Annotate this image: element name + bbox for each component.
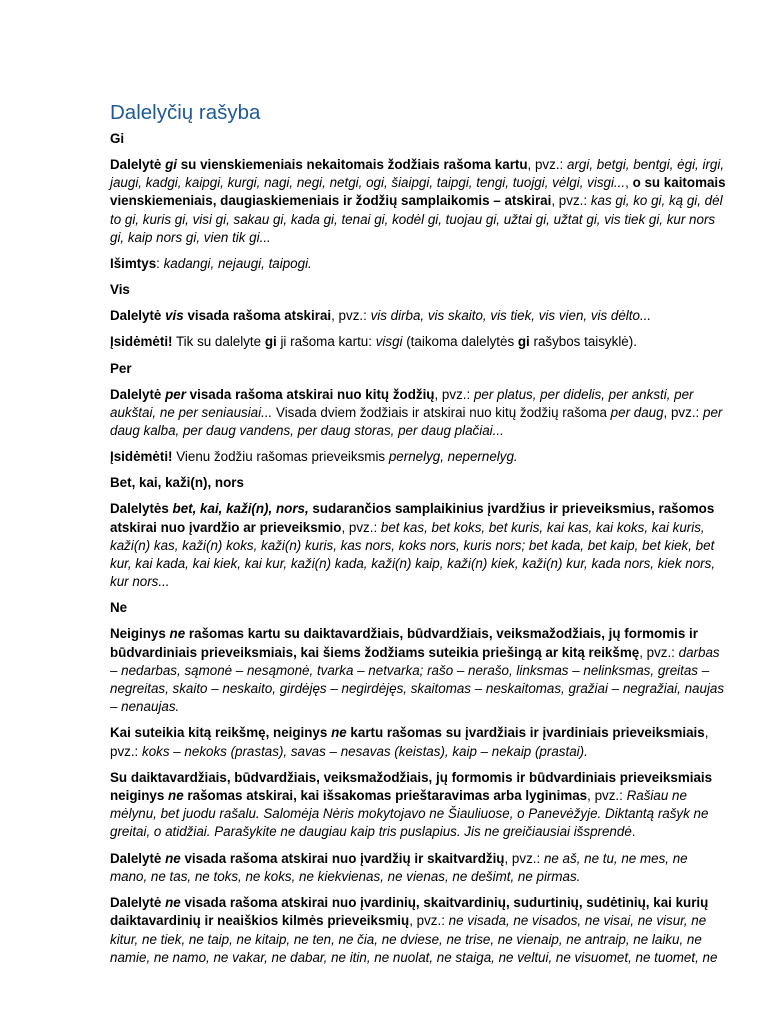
text-segment: vis: [165, 308, 184, 324]
paragraph: [110, 625, 728, 716]
text-segment: sudarančios samplaikinius įvardžius ir prieveiksmius, rašomos atskirai nuo įvardžio ar prieveiksmio: [110, 501, 715, 535]
text-segment: Dalelytės: [110, 501, 173, 517]
paragraph: [110, 333, 728, 351]
text-segment: ne: [165, 895, 181, 911]
text-segment: per daug: [610, 404, 664, 420]
text-segment: , pvz.:: [434, 386, 474, 402]
text-segment: ne: [168, 788, 184, 804]
text-segment: per platus, per didelis, per anksti, per aukštai, ne per seniausiai...: [110, 386, 694, 420]
text-segment: kadangi, nejaugi, taipogi.: [163, 256, 312, 272]
text-segment: Dalelytė: [110, 850, 166, 866]
document-body: [110, 130, 728, 967]
paragraph: [110, 894, 728, 967]
text-segment: Dalelytė: [110, 157, 166, 172]
text-segment: Visada dviem žodžiais ir atskirai nuo kitų žodžių rašoma: [272, 404, 611, 420]
text-segment: darbas – nedarbas, sąmonė – nesąmonė, tvarka – netvarka; rašo – nerašo, linksmas – nelinksmas, greitas – negreitas, skaito – neskaito, girdėjęs – negirdėjęs, skaitomas – neskaitomas, gražiai – negražiai, naujas – nenaujas.: [110, 644, 725, 715]
text-segment: ne: [169, 626, 186, 642]
text-segment: , pvz.:: [331, 308, 371, 324]
section-heading: Per: [110, 360, 132, 376]
text-segment: pernelyg, nepernelyg.: [388, 449, 518, 465]
text-segment: ne: [331, 725, 347, 741]
paragraph: [110, 255, 728, 273]
text-segment: ,: [625, 175, 633, 191]
text-segment: visada rašoma atskirai nuo įvardžių ir skaitvardžių: [180, 850, 505, 866]
text-segment: ne visada, ne visados, ne visai, ne visur, ne kitur, ne tiek, ne taip, ne kitaip, ne ten, ne čia, ne dviese, ne trise, ne vienaip, ne antraip, ne laiku, ne namie, ne namo, ne vakar, ne dabar, ne itin, ne nuolat, ne staiga, ne veltui, ne visuomet, ne tuomet, ne: [110, 913, 718, 965]
text-segment: :: [156, 256, 164, 272]
text-segment: Išimtys: [110, 256, 157, 272]
text-segment: Su daiktavardžiais, būdvardžiais, veiksmažodžiais, jų formomis ir būdvardiniais prieveiksmiais neiginys: [110, 769, 713, 804]
paragraph: [110, 724, 728, 760]
text-segment: ji rašoma kartu:: [276, 334, 376, 350]
text-segment: Rašiau ne mėlynu, bet juodu rašalu. Salomėja Nėris mokytojavo ne Šiauliuose, o Panevėžyje. Diktantą rašyk ne greitai, o atidžiai. Parašykite ne daugiau kaip tris puslapius. Jis ne greičiausiai išsprendė: [110, 788, 709, 840]
text-segment: per daug kalba, per daug vandens, per daug storas, per daug plačiai...: [110, 404, 723, 439]
text-segment: Įsidėmėti!: [110, 449, 173, 465]
text-segment: kartu rašomas su įvardžiais ir įvardiniais prieveiksmiais: [346, 725, 705, 741]
text-segment: gi: [165, 157, 177, 172]
text-segment: Tik su dalelyte: [172, 334, 265, 350]
text-segment: .: [631, 824, 636, 840]
text-segment: visgi: [375, 334, 403, 350]
text-segment: ne aš, ne tu, ne mes, ne mano, ne tas, ne toks, ne koks, ne kiekvienas, ne vienas, ne dešimt, ne pirmas.: [110, 850, 688, 884]
text-segment: rašomas kartu su daiktavardžiais, būdvardžiais, veiksmažodžiais, jų formomis ir būdvardiniais prieveiksmiais, kai šiems žodžiams suteikia priešingą ar kitą reikšmę: [110, 626, 698, 660]
text-segment: rašybos taisyklė).: [529, 334, 637, 350]
paragraph: [110, 448, 728, 466]
paragraph: [110, 156, 728, 247]
text-segment: vis dirba, vis skaito, vis tiek, vis vien, vis dėlto...: [370, 308, 652, 324]
paragraph: [110, 307, 728, 325]
text-segment: Dalelytė: [110, 308, 166, 324]
page-title: Dalelyčių rašyba: [110, 101, 261, 124]
paragraph: [110, 769, 728, 842]
section-heading: Gi: [110, 131, 125, 146]
text-segment: Kai suteikia kitą reikšmę, neiginys: [110, 725, 332, 741]
text-segment: argi, betgi, bentgi, ėgi, irgi, jaugi, kadgi, kaipgi, kurgi, nagi, negi, netgi, ogi, šiaipgi, taipgi, tengi, tuojgi, vėlgi, visgi...: [110, 157, 725, 191]
text-segment: Įsidėmėti!: [110, 334, 173, 350]
paragraph: [110, 386, 728, 441]
section-heading: Bet, kai, kaži(n), nors: [110, 475, 244, 491]
text-segment: visada rašoma atskirai: [183, 308, 332, 324]
text-segment: visada rašoma atskirai nuo kitų žodžių: [185, 386, 435, 402]
text-segment: bet kas, bet koks, bet kuris, kai kas, kai koks, kai kuris, kaži(n) kas, kaži(n) koks, kaži(n) kuris, kas nors, koks nors, kuris nors; bet kada, bet kaip, bet kiek, bet kur, kai kada, kai kiek, kai kur, kaži(n) kada, kaži(n) kaip, kaži(n) kiek, kaži(n) kur, kada nors, kiek nors, kur nors...: [110, 519, 716, 590]
text-segment: , pvz.:: [639, 644, 679, 660]
text-segment: , pvz.:: [110, 725, 709, 759]
text-segment: , pvz.:: [527, 157, 567, 172]
text-segment: Dalelytė: [110, 386, 166, 402]
text-segment: Dalelytė: [110, 895, 166, 911]
text-segment: , pvz.:: [341, 519, 381, 535]
section-heading: Ne: [110, 600, 128, 616]
text-segment: rašomas atskirai, kai išsakomas prieštaravimas arba lyginimas: [183, 788, 588, 804]
text-segment: , pvz.:: [663, 404, 703, 420]
section-heading: Vis: [110, 282, 130, 298]
paragraph: [110, 500, 728, 591]
text-segment: kas gi, ko gi, ką gi, dėl to gi, kuris gi, visi gi, sakau gi, kada gi, tenai gi, kodėl gi, tuojau gi, užtai gi, užtat gi, vis tiek gi, kur nors gi, kaip nors gi, vien tik gi...: [110, 193, 723, 245]
text-segment: koks – nekoks (prastas), savas – nesavas (keistas), kaip – nekaip (prastai).: [142, 743, 588, 759]
text-segment: gi: [264, 334, 277, 350]
text-segment: visada rašoma atskirai nuo įvardinių, skaitvardinių, sudurtinių, sudėtinių, kai kurių daiktavardinių ir neaiškios kilmės prieveiksmių: [110, 895, 709, 929]
text-segment: ne: [165, 850, 181, 866]
text-segment: , pvz.:: [504, 850, 544, 866]
text-segment: (taikoma dalelytės: [402, 334, 518, 350]
text-segment: o su kaitomais vienskiemeniais, daugiaskiemeniais ir žodžių samplaikomis – atskirai: [110, 175, 726, 209]
text-segment: , pvz.:: [551, 193, 591, 209]
text-segment: gi: [517, 334, 530, 350]
document-page: [110, 100, 728, 975]
text-segment: , pvz.:: [587, 788, 627, 804]
text-segment: Vienu žodžiu rašomas prieveiksmis: [172, 449, 389, 465]
text-segment: Neiginys: [110, 626, 170, 642]
text-segment: bet, kai, kaži(n), nors,: [172, 501, 309, 517]
text-segment: per: [165, 386, 186, 402]
text-segment: su vienskiemeniais nekaitomais žodžiais rašoma kartu: [177, 157, 528, 172]
paragraph: [110, 850, 728, 886]
text-segment: , pvz.:: [409, 913, 449, 929]
